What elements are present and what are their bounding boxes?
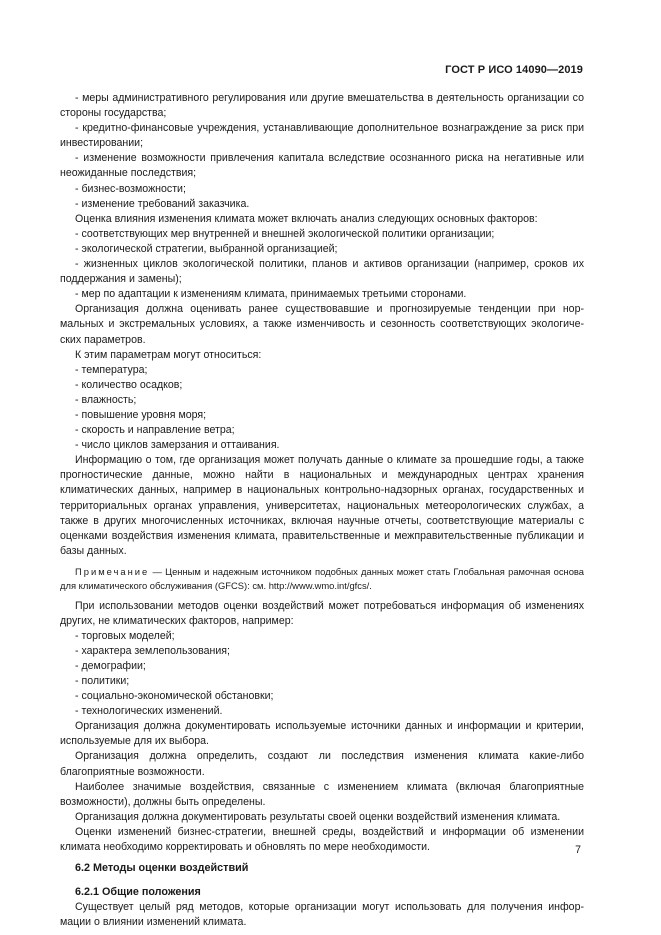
list-item: - характера землепользования;	[75, 644, 230, 657]
list-item: - изменение возможности привлечения капитала вследствие осознанного риска на негативные или неожиданные последствия;	[60, 152, 584, 180]
note-label: Примечание	[75, 565, 150, 577]
list-item: - торговых моделей;	[75, 629, 175, 642]
list-item: - соответствующих мер внутренней и внешней экологической политики организации;	[75, 227, 495, 240]
paragraph: Организация должна документировать результаты своей оценки воздействий изменения климата.	[75, 810, 561, 823]
paragraph: К этим параметрам могут относиться:	[75, 348, 262, 361]
page-number: 7	[575, 844, 581, 856]
list-item: - кредитно-финансовые учреждения, устанавливающие дополнительное вознаграждение за риск при инвестировании;	[60, 122, 584, 150]
list-item: - технологических изменений.	[75, 705, 223, 718]
list-item: - демографии;	[75, 659, 146, 672]
paragraph: При использовании методов оценки воздействий может потребоваться информация об изменениях других, не климатических факторов, например:	[60, 599, 584, 627]
paragraph: Существует целый ряд методов, которые организации могут использовать для получения инфор-мации о влиянии изменений климата.	[60, 901, 584, 929]
paragraph: Оценки изменений бизнес-стратегии, внешней среды, воздействий и информации об изменении климата необходимо корректировать и обновлять по мере необходимости.	[60, 825, 584, 853]
list-item: - социально-экономической обстановки;	[75, 690, 274, 703]
subsection-heading: 6.2.1 Общие положения	[75, 886, 201, 899]
note	[60, 565, 584, 593]
paragraph: Организация должна оценивать ранее существовавшие и прогнозируемые тенденции при нор-мальных и экстремальных условиях, а также изменчивость и сезонность соответствующих экологиче-ских параметров.	[60, 303, 584, 346]
list-item: - экологической стратегии, выбранной организацией;	[75, 242, 338, 255]
list-item: - изменение требований заказчика.	[75, 197, 250, 210]
paragraph: Организация должна документировать используемые источники данных и информации и критерии, используемые для их выбора.	[60, 720, 584, 748]
list-item: - бизнес-возможности;	[75, 182, 186, 195]
list-item: - количество осадков;	[75, 378, 183, 391]
paragraph: Наиболее значимые воздействия, связанные с изменением климата (включая благоприятные возможности), должны быть определены.	[60, 780, 584, 808]
note-text: — Ценным и надежным источником подобных данных может стать Глобальная рамочная основа для климатического обслуживания (GFCS): см. http://www.wmo.int/gfcs/.	[60, 565, 584, 591]
list-item: - влажность;	[75, 393, 137, 406]
section-heading: 6.2 Методы оценки воздействий	[75, 862, 249, 875]
list-item: - меры административного регулирования или другие вмешательства в деятельность организации со стороны государства;	[60, 92, 584, 120]
list-item: - температура;	[75, 363, 148, 376]
paragraph: Организация должна определить, создают ли последствия изменения климата какие-либо благоприятные возможности.	[60, 750, 584, 778]
list-item: - число циклов замерзания и оттаивания.	[75, 439, 280, 452]
document-code: ГОСТ Р ИСО 14090—2019	[445, 64, 583, 76]
list-item: - скорость и направление ветра;	[75, 424, 235, 437]
list-item: - политики;	[75, 674, 130, 687]
list-item: - мер по адаптации к изменениям климата, принимаемых третьими сторонами.	[75, 288, 467, 301]
paragraph: Оценка влияния изменения климата может включать анализ следующих основных факторов:	[75, 212, 538, 225]
list-item: - повышение уровня моря;	[75, 408, 207, 421]
list-item: - жизненных циклов экологической политики, планов и активов организации (например, сроков их поддержания и замены);	[60, 258, 584, 286]
page-body	[60, 91, 584, 930]
paragraph: Информацию о том, где организация может получать данные о климате за прошедшие годы, а также прогностические данные, можно найти в национальных и международных центрах хранения климатических данных, например в национальных контрольно-надзорных органах, государственных и территориальных органах управления, университетах, национальных метеорологических службах, а также в других многочисленных источниках, включая научные отчеты, соответствующие материалы с оценками воздействия изменения климата, правительственные и межправительственные публикации и базы данных.	[60, 454, 584, 557]
